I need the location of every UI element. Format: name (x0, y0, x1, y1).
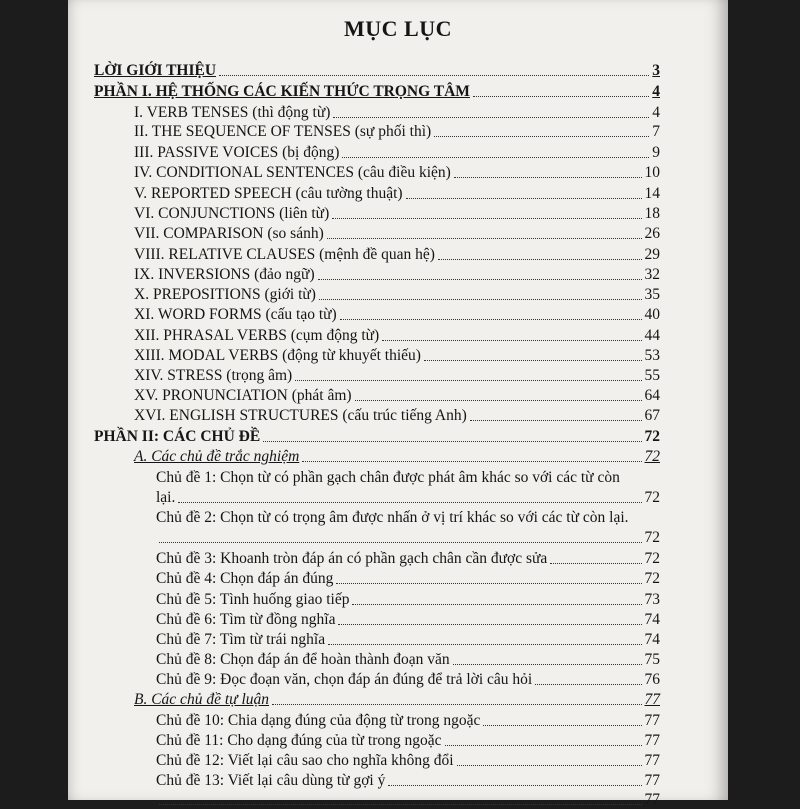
toc-entry-label: A. Các chủ đề trắc nghiệm (134, 448, 300, 465)
toc-page-number: 77 (644, 732, 660, 749)
dot-leader (406, 198, 642, 199)
toc-page-number: 32 (644, 266, 660, 283)
toc-page-number: 72 (644, 529, 660, 546)
toc-entry-label: VII. COMPARISON (so sánh) (134, 225, 324, 242)
dot-leader (319, 299, 642, 300)
toc-entry (134, 123, 660, 141)
toc-entry-label: II. THE SEQUENCE OF TENSES (sự phối thì) (134, 123, 432, 140)
dot-leader (332, 218, 641, 219)
dot-leader (424, 360, 642, 361)
toc-entry (134, 144, 660, 162)
toc-entry-label: XII. PHRASAL VERBS (cụm động từ) (134, 327, 380, 344)
toc-entry-label: XI. WORD FORMS (cấu tạo từ) (134, 306, 337, 323)
toc-page-number: 55 (644, 367, 660, 384)
toc-entry (134, 286, 660, 304)
toc-entry (134, 327, 660, 345)
toc-entry (134, 306, 660, 324)
dot-leader (302, 461, 641, 462)
toc-page-number: 72 (644, 570, 660, 587)
toc-page-number: 10 (644, 164, 660, 181)
toc-entry-label: XVI. ENGLISH STRUCTURES (cấu trúc tiếng Anh) (134, 407, 467, 424)
toc-entry (134, 407, 660, 425)
toc-page-number: 3 (652, 62, 660, 79)
toc-entry (156, 791, 660, 809)
dot-leader (457, 765, 642, 766)
toc-entry-label: Chủ đề 3: Khoanh tròn đáp án có phần gạch chân cần được sửa (156, 550, 548, 567)
toc-page-number: 40 (644, 306, 660, 323)
toc-entry-label: XIV. STRESS (trọng âm) (134, 367, 293, 384)
toc-entry (156, 611, 660, 629)
toc-entry-label: Chủ đề 9: Đọc đoạn văn, chọn đáp án đúng để trả lời câu hỏi (156, 671, 533, 688)
dot-leader (483, 725, 641, 726)
toc-page-number: 35 (644, 286, 660, 303)
page-title: MỤC LỤC (344, 16, 452, 41)
toc-page-number: 44 (644, 327, 660, 344)
toc-entry (134, 347, 660, 365)
toc-page-number: 26 (644, 225, 660, 242)
toc-page-number: 29 (644, 246, 660, 263)
dot-leader (340, 319, 642, 320)
toc-entry-label: X. PREPOSITIONS (giới từ) (134, 286, 316, 303)
toc-page-number: 72 (644, 550, 660, 567)
toc-page-number: 72 (644, 428, 660, 445)
dot-leader (438, 259, 642, 260)
toc-entry-label: IX. INVERSIONS (đảo ngữ) (134, 266, 315, 283)
toc-entry (156, 651, 660, 669)
toc-entry-label: VI. CONJUNCTIONS (liên từ) (134, 205, 330, 222)
dot-leader (445, 745, 642, 746)
dot-leader (355, 400, 642, 401)
toc-page-number: 77 (644, 752, 660, 769)
toc-entry-label: XV. PRONUNCIATION (phát âm) (134, 387, 352, 404)
toc-page-number: 74 (644, 611, 660, 628)
toc-entry-label: Chủ đề 11: Cho dạng đúng của từ trong ngoặc (156, 732, 442, 749)
dot-leader (382, 340, 641, 341)
dot-leader (159, 542, 642, 543)
toc-entry-label: I. VERB TENSES (thì động từ) (134, 104, 331, 121)
dot-leader (342, 157, 649, 158)
toc-entry (156, 732, 660, 750)
toc-page-number: 14 (644, 185, 660, 202)
toc-page-number: 67 (644, 407, 660, 424)
toc-page-number: 75 (644, 651, 660, 668)
toc-entry-label: PHẦN I. HỆ THỐNG CÁC KIẾN THỨC TRỌNG TÂM (94, 83, 470, 100)
dot-leader (219, 75, 649, 76)
toc-entry-label: IV. CONDITIONAL SENTENCES (câu điều kiện) (134, 164, 451, 181)
toc-page-number: 4 (652, 83, 660, 100)
dot-leader (263, 441, 641, 442)
toc-entry (94, 83, 660, 101)
toc-entry (156, 772, 660, 790)
dot-leader (318, 279, 642, 280)
toc-page-number: 76 (644, 671, 660, 688)
toc-entry-label: III. PASSIVE VOICES (bị động) (134, 144, 340, 161)
toc-page-number: 7 (652, 123, 660, 140)
toc-entry (156, 550, 660, 568)
toc-entry (156, 631, 660, 649)
toc-entry-label: lại. (156, 489, 176, 506)
toc-entry (156, 712, 660, 730)
toc-entry-line: Chủ đề 1: Chọn từ có phần gạch chân được phát âm khác so với các từ còn (156, 469, 620, 486)
dot-leader (454, 177, 642, 178)
toc-page-number: 64 (644, 387, 660, 404)
toc-entry (156, 591, 660, 609)
dot-leader (272, 704, 641, 705)
toc-entry-label: Chủ đề 6: Tìm từ đồng nghĩa (156, 611, 336, 628)
toc-page-number: 73 (644, 591, 660, 608)
toc-entry (134, 367, 660, 385)
toc-entry-line: Chủ đề 2: Chọn từ có trọng âm được nhấn ở vị trí khác so với các từ còn lại. (156, 509, 629, 526)
dot-leader (453, 664, 642, 665)
dot-leader (295, 380, 641, 381)
toc-page-number: 53 (644, 347, 660, 364)
toc-page-number: 18 (644, 205, 660, 222)
dot-leader (159, 804, 642, 805)
toc-entry-label: Chủ đề 10: Chia dạng đúng của động từ trong ngoặc (156, 712, 481, 729)
toc-entry-label: LỜI GIỚI THIỆU (94, 62, 217, 79)
dot-leader (178, 502, 641, 503)
toc-entry (156, 570, 660, 588)
toc-page-number: 4 (652, 104, 660, 121)
toc-entry-label: XIII. MODAL VERBS (động từ khuyết thiếu) (134, 347, 421, 364)
toc-entry-label: Chủ đề 5: Tình huống giao tiếp (156, 591, 350, 608)
toc-entry (134, 225, 660, 243)
dot-leader (550, 563, 641, 564)
dot-leader (338, 624, 641, 625)
dot-leader (336, 583, 641, 584)
toc-entry (134, 266, 660, 284)
toc-entry (134, 387, 660, 405)
book-page (68, 0, 728, 808)
toc-entry-label: Chủ đề 12: Viết lại câu sao cho nghĩa không đổi (156, 752, 454, 769)
toc-entry (134, 164, 660, 182)
dot-leader (473, 96, 649, 97)
dot-leader (388, 785, 641, 786)
toc-page-number: 77 (644, 791, 660, 808)
toc-entry (134, 185, 660, 203)
dot-leader (352, 604, 641, 605)
dot-leader (470, 420, 642, 421)
toc-entry (156, 489, 660, 507)
toc-entry (156, 752, 660, 770)
toc-entry-label: Chủ đề 7: Tìm từ trái nghĩa (156, 631, 326, 648)
toc-page-number: 77 (644, 691, 660, 708)
toc-page-number: 77 (644, 712, 660, 729)
dot-leader (434, 136, 649, 137)
dot-leader (327, 238, 642, 239)
toc-entry (156, 671, 660, 689)
toc-entry-label: Chủ đề 4: Chọn đáp án đúng (156, 570, 334, 587)
toc-entry-label: B. Các chủ đề tự luận (134, 691, 270, 708)
toc-entry (134, 448, 660, 466)
dot-leader (333, 117, 649, 118)
toc-entry (134, 246, 660, 264)
toc-entry-label: Chủ đề 8: Chọn đáp án để hoàn thành đoạn văn (156, 651, 450, 668)
toc-page-number: 9 (652, 144, 660, 161)
toc-entry (134, 205, 660, 223)
dot-leader (328, 644, 641, 645)
toc-page-number: 77 (644, 772, 660, 789)
toc-entry-label: Chủ đề 13: Viết lại câu dùng từ gợi ý (156, 772, 386, 789)
toc-page-number: 74 (644, 631, 660, 648)
toc-entry (134, 691, 660, 709)
toc-entry (156, 529, 660, 547)
toc-entry (94, 428, 660, 446)
toc-entry-label: V. REPORTED SPEECH (câu tường thuật) (134, 185, 403, 202)
toc-entry (94, 62, 660, 80)
toc-entry (134, 104, 660, 122)
toc-entry-label: PHẦN II: CÁC CHỦ ĐỀ (94, 428, 261, 445)
dot-leader (535, 684, 641, 685)
toc-page-number: 72 (644, 489, 660, 506)
toc-entry-label: VIII. RELATIVE CLAUSES (mệnh đề quan hệ) (134, 246, 435, 263)
toc-page-number: 72 (644, 448, 660, 465)
